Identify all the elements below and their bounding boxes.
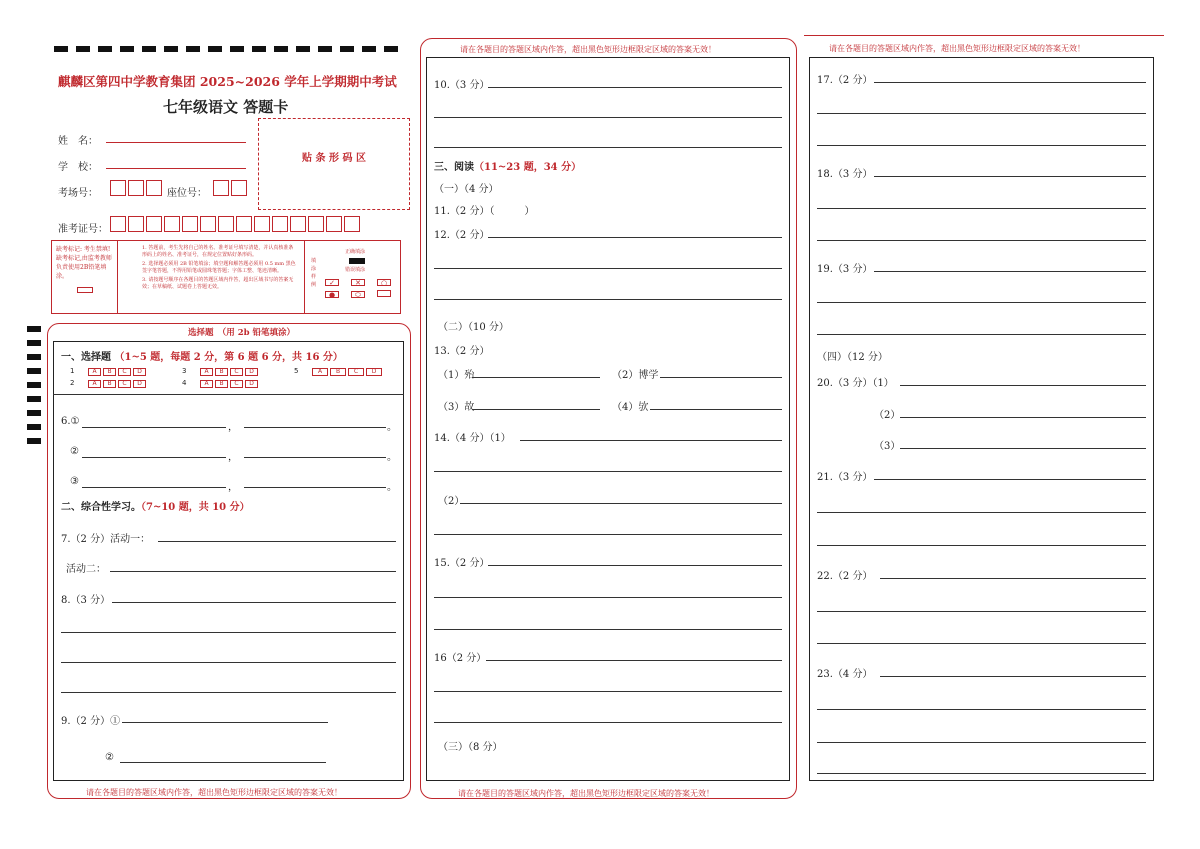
- q8-line-3[interactable]: [61, 662, 396, 663]
- q1-option-c[interactable]: C: [118, 368, 131, 376]
- q6-3-comma: ，: [228, 482, 238, 493]
- oval-mark-icon: ⬭: [351, 291, 365, 298]
- q18-label: 18.（3 分）: [817, 169, 873, 180]
- q20-label: 20.（3 分）（1）: [817, 378, 894, 389]
- col3-top-rule: [804, 35, 1164, 36]
- choice-q4-number: 4: [182, 379, 187, 387]
- q6-2-comma: ，: [228, 452, 238, 463]
- fill-example: [304, 241, 400, 313]
- choice-q2[interactable]: [70, 379, 148, 388]
- q1-option-d[interactable]: D: [133, 368, 146, 376]
- q23-line-2[interactable]: [817, 709, 1146, 710]
- col2-bottom-warning: 请在各题目的答题区域内作答，超出黑色矩形边框限定区域的答案无效！: [458, 789, 714, 798]
- q20-part3-label: （3）: [874, 441, 901, 452]
- q6-label: [61, 416, 80, 427]
- seat-boxes[interactable]: [213, 180, 249, 199]
- q4-option-a[interactable]: A: [200, 380, 213, 388]
- q21-line-2[interactable]: [817, 512, 1146, 513]
- notice-box: [51, 240, 401, 314]
- q5-option-a[interactable]: A: [312, 368, 328, 376]
- rules-section: [120, 243, 302, 313]
- q13-label: 13.（2 分）: [434, 346, 490, 357]
- q21-line-3[interactable]: [817, 545, 1146, 546]
- section2-title: [61, 498, 250, 513]
- section3-title-note: （11~23 题，34 分）: [474, 162, 582, 173]
- choice-q3-number: 3: [182, 367, 187, 375]
- missing-mark-box[interactable]: [77, 287, 93, 293]
- q8-line-4[interactable]: [61, 692, 396, 693]
- q14-part2-label: （2）: [438, 496, 465, 507]
- correct-label: 正确填涂: [345, 249, 366, 255]
- wrong-samples: [325, 277, 391, 301]
- q3-option-b[interactable]: B: [215, 368, 228, 376]
- barcode-area: [258, 118, 410, 210]
- q8-label: 8.（3 分）: [61, 595, 111, 606]
- part3-label: （三）（8 分）: [438, 742, 503, 753]
- q14-line-4[interactable]: [434, 534, 782, 535]
- part2-label: （二）（10 分）: [438, 322, 509, 333]
- q5-option-c[interactable]: C: [348, 368, 364, 376]
- q7-label: 7.（2 分）活动一：: [61, 534, 151, 545]
- rule-1: 1. 答题前，考生先将自己的姓名、准考证号填写清楚，并认真核准条形码上的姓名、准考证号，在规定位置贴好条形码。: [142, 245, 294, 258]
- q7-line-1[interactable]: [158, 541, 396, 542]
- q21-line-1[interactable]: [874, 479, 1146, 480]
- section2-title-text: 二、综合性学习。: [61, 502, 141, 513]
- col1-bottom-warning: 请在各题目的答题区域内作答，超出黑色矩形边框限定区域的答案无效！: [86, 788, 342, 797]
- q23-line-1[interactable]: [880, 676, 1146, 677]
- q6-3a-line[interactable]: [82, 487, 226, 488]
- blank-mark-icon: [377, 290, 391, 297]
- q10-line-2[interactable]: [434, 117, 782, 118]
- q16-line-2[interactable]: [434, 691, 782, 692]
- q9-label: 9.（2 分）①: [61, 716, 121, 727]
- q10-line-3[interactable]: [434, 147, 782, 148]
- q20-line-3[interactable]: [900, 448, 1146, 449]
- q8-line-1[interactable]: [112, 602, 396, 603]
- section2-title-note: （7~10 题，共 10 分）: [141, 502, 250, 513]
- q12-line-3[interactable]: [434, 299, 782, 300]
- q17-line-2[interactable]: [817, 113, 1146, 114]
- q15-line-3[interactable]: [434, 629, 782, 630]
- school-label: 学 校：: [58, 162, 98, 173]
- choice-divider: [53, 394, 404, 395]
- q16-label: 16（2 分）: [434, 653, 487, 664]
- q12-line-1[interactable]: [488, 237, 782, 238]
- q6-2b-line[interactable]: [244, 457, 386, 458]
- choice-q1-number: 1: [70, 367, 75, 375]
- q17-label: 17.（2 分）: [817, 75, 873, 86]
- q6-mark-3: ③: [70, 476, 79, 487]
- timing-marks: [27, 326, 41, 452]
- rule-3: 3. 请按题号顺序在各题目的答题区域内作答，超出区域书写的答案无效；在草稿纸、试题卷上答题无效。: [142, 277, 294, 290]
- name-label: 姓 名：: [58, 136, 98, 147]
- q9-line-1[interactable]: [122, 722, 328, 723]
- q6-number: 6.: [61, 416, 71, 427]
- q16-line-1[interactable]: [486, 660, 782, 661]
- choice-title-note: （1~5 题，每题 2 分，第 6 题 6 分，共 16 分）: [114, 352, 343, 363]
- section3-title: [434, 158, 581, 173]
- q2-option-c[interactable]: C: [118, 380, 131, 388]
- choice-q5-number: 5: [294, 367, 299, 375]
- check-mark-icon: ✓: [325, 279, 339, 286]
- q13-item-4: （4）欤: [612, 402, 649, 413]
- q19-line-3[interactable]: [817, 334, 1146, 335]
- q4-option-b[interactable]: B: [215, 380, 228, 388]
- choice-header: 选择题 （用 2b 铅笔填涂）: [188, 328, 296, 338]
- q2-option-a[interactable]: A: [88, 380, 101, 388]
- q17-line-3[interactable]: [817, 145, 1146, 146]
- school-field[interactable]: [106, 168, 246, 169]
- section3-title-text: 三、阅读: [434, 162, 474, 173]
- q2-option-d[interactable]: D: [133, 380, 146, 388]
- q13-line-3[interactable]: [472, 409, 600, 410]
- q16-line-3[interactable]: [434, 722, 782, 723]
- seat-label: 座位号：: [167, 188, 207, 199]
- q13-item-2: （2）博学: [612, 370, 659, 381]
- q22-line-2[interactable]: [817, 611, 1146, 612]
- q6-1b-line[interactable]: [244, 427, 386, 428]
- card-subtitle: 七年级语文 答题卡: [163, 98, 289, 116]
- q20-line-1[interactable]: [900, 385, 1146, 386]
- q9-mark-2: ②: [105, 752, 114, 763]
- barcode-label: 贴 条 形 码 区: [302, 153, 366, 164]
- missing-mark-section: [52, 241, 118, 313]
- q19-label: 19.（3 分）: [817, 264, 873, 275]
- q6-1-comma: ，: [228, 422, 238, 433]
- q13-item-1: （1）殆: [438, 370, 475, 381]
- part4-label: （四）（12 分）: [817, 352, 888, 363]
- rule-2: 2. 选择题必须用 2B 铅笔填涂；填空题和解答题必须用 0.5 mm 黑色签字笔答题，不得用铅笔或圆珠笔答题；字体工整、笔迹清晰。: [142, 261, 296, 274]
- q23-line-3[interactable]: [817, 742, 1146, 743]
- q19-line-2[interactable]: [817, 302, 1146, 303]
- q9-line-2[interactable]: [120, 762, 326, 763]
- choice-q1[interactable]: [70, 367, 148, 376]
- q3-option-c[interactable]: C: [230, 368, 243, 376]
- q6-1a-line[interactable]: [82, 427, 226, 428]
- fill-example-label: 填涂样例: [311, 258, 317, 288]
- q20-line-2[interactable]: [900, 417, 1146, 418]
- q6-2-period: 。: [387, 452, 397, 463]
- q7-line-2[interactable]: [110, 571, 396, 572]
- choice-q5[interactable]: [294, 367, 384, 376]
- q13-line-1[interactable]: [472, 377, 600, 378]
- exam-room-boxes[interactable]: [110, 180, 164, 199]
- q13-line-2[interactable]: [660, 377, 782, 378]
- q5-option-b[interactable]: B: [330, 368, 346, 376]
- q14-label: 14.（4 分）（1）: [434, 433, 511, 444]
- ticket-label: 准考证号：: [58, 224, 108, 235]
- q4-option-c[interactable]: C: [230, 380, 243, 388]
- q2-option-b[interactable]: B: [103, 380, 116, 388]
- q18-line-3[interactable]: [817, 240, 1146, 241]
- part1-label: （一）（4 分）: [434, 184, 499, 195]
- q1-option-b[interactable]: B: [103, 368, 116, 376]
- exam-title: 麒麟区第四中学教育集团 2025~2026 学年上学期期中考试: [58, 74, 397, 89]
- choice-q3[interactable]: [182, 367, 260, 376]
- q22-line-1[interactable]: [880, 578, 1146, 579]
- q15-line-2[interactable]: [434, 597, 782, 598]
- q12-label: 12.（2 分）: [434, 230, 490, 241]
- col2-top-warning: 请在各题目的答题区域内作答，超出黑色矩形边框限定区域的答案无效！: [460, 45, 716, 54]
- q6-mark-1: ①: [70, 416, 80, 427]
- q13-item-3: （3）故: [438, 402, 475, 413]
- choice-title-text: 一、选择题: [61, 352, 111, 363]
- q10-label: 10.（3 分）: [434, 80, 490, 91]
- q14-line-1[interactable]: [520, 440, 782, 441]
- wrong-label: 错误填涂: [345, 267, 366, 273]
- partial-mark-icon: ○: [377, 279, 391, 286]
- q6-mark-2: ②: [70, 446, 79, 457]
- q5-option-d[interactable]: D: [366, 368, 382, 376]
- missing-mark-text: 缺考标记: 考生禁填!缺考标记,由监考教师负责使用2B铅笔填涂。: [56, 246, 112, 280]
- top-dash-border: [54, 44, 414, 52]
- q20-part2-label: （2）: [874, 410, 901, 421]
- q23-label: 23.（4 分）: [817, 669, 873, 680]
- choice-q2-number: 2: [70, 379, 75, 387]
- q6-3b-line[interactable]: [244, 487, 386, 488]
- exam-room-label: 考场号：: [58, 188, 98, 199]
- q22-line-3[interactable]: [817, 643, 1146, 644]
- q10-line-1[interactable]: [488, 87, 782, 88]
- name-field[interactable]: [106, 142, 246, 143]
- q6-2a-line[interactable]: [82, 457, 226, 458]
- correct-fill-sample: [349, 258, 365, 264]
- q1-option-a[interactable]: A: [88, 368, 101, 376]
- q14-line-3[interactable]: [460, 503, 782, 504]
- q21-label: 21.（3 分）: [817, 472, 873, 483]
- dot-mark-icon: ●: [325, 291, 339, 298]
- q18-line-1[interactable]: [874, 176, 1146, 177]
- col3-top-warning: 请在各题目的答题区域内作答，超出黑色矩形边框限定区域的答案无效！: [829, 44, 1085, 53]
- q22-label: 22.（2 分）: [817, 571, 873, 582]
- q6-3-period: 。: [387, 482, 397, 493]
- ticket-boxes[interactable]: [110, 216, 362, 235]
- choice-title: [61, 348, 343, 363]
- q4-option-d[interactable]: D: [245, 380, 258, 388]
- q8-line-2[interactable]: [61, 632, 396, 633]
- q19-line-1[interactable]: [874, 271, 1146, 272]
- q3-option-a[interactable]: A: [200, 368, 213, 376]
- q18-line-2[interactable]: [817, 208, 1146, 209]
- q23-line-4[interactable]: [817, 773, 1146, 774]
- q6-1-period: 。: [387, 422, 397, 433]
- q12-line-2[interactable]: [434, 268, 782, 269]
- choice-q4[interactable]: [182, 379, 260, 388]
- q15-line-1[interactable]: [488, 565, 782, 566]
- cross-mark-icon: ✕: [351, 279, 365, 286]
- q3-option-d[interactable]: D: [245, 368, 258, 376]
- q11-label: 11.（2 分）（ ）: [434, 206, 535, 217]
- q15-label: 15.（2 分）: [434, 558, 490, 569]
- q17-line-1[interactable]: [874, 82, 1146, 83]
- q13-line-4[interactable]: [650, 409, 782, 410]
- q14-line-2[interactable]: [434, 471, 782, 472]
- q7-activity2-label: 活动二：: [66, 564, 106, 575]
